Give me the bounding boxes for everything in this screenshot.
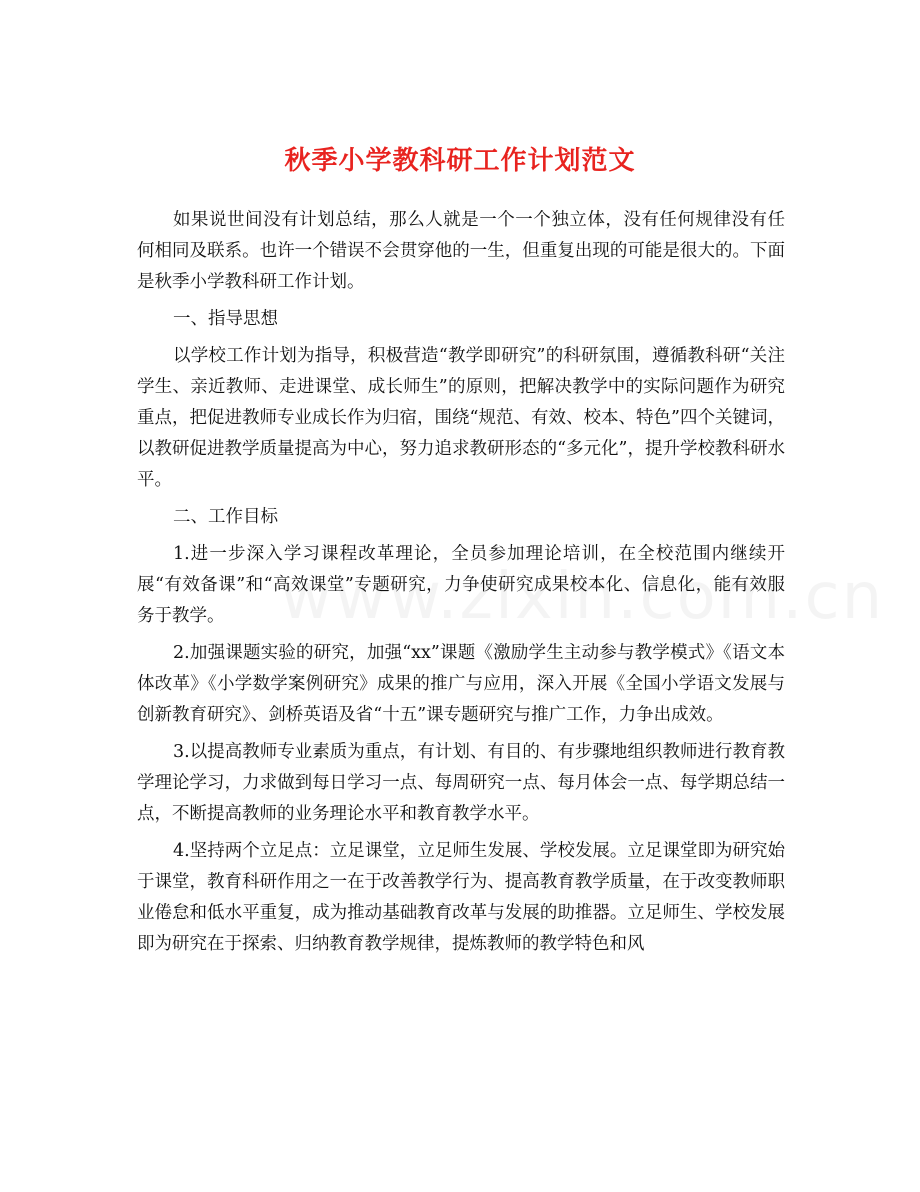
section-heading-work-goals: 二、工作目标	[173, 507, 278, 527]
goal-item-1: 1.进一步深入学习课程改革理论，全员参加理论培训，在全校范围内继续开展“有效备课”和“高效课堂”专题研究，力争使研究成果校本化、信息化，能有效服务于教学。	[137, 544, 785, 626]
document-title: 秋季小学教科研工作计划范文	[284, 146, 636, 177]
goal-item-2: 2.加强课题实验的研究，加强“xx”课题《激励学生主动参与教学模式》《语文本体改革》《小学数学案例研究》成果的推广与应用，深入开展《全国小学语文发展与创新教育研究》、剑桥英语及省“十五”课专题研究与推广工作，力争出成效。	[137, 643, 785, 725]
goal-item-4: 4.坚持两个立足点：立足课堂，立足师生发展、学校发展。立足课堂即为研究始于课堂，教育科研作用之一在于改善教学行为、提高教育教学质量，在于改变教师职业倦怠和低水平重复，成为推动基础教育改革与发展的助推器。立足师生、学校发展即为研究在于探索、归纳教育教学规律，提炼教师的教学特色和风	[137, 841, 785, 954]
intro-paragraph: 如果说世间没有计划总结，那么人就是一个一个独立体，没有任何规律没有任何相同及联系。也许一个错误不会贯穿他的一生，但重复出现的可能是很大的。下面是秋季小学教科研工作计划。	[137, 210, 785, 292]
section-heading-guiding-ideology: 一、指导思想	[173, 309, 278, 329]
guiding-ideology-paragraph: 以学校工作计划为指导，积极营造“教学即研究”的科研氛围，遵循教科研“关注学生、亲近教师、走进课堂、成长师生”的原则，把解决教学中的实际问题作为研究重点，把促进教师专业成长作为归宿，围绕“规范、有效、校本、特色”四个关键词，以教研促进教学质量提高为中心，努力追求教研形态的“多元化”，提升学校教科研水平。	[137, 346, 785, 490]
goal-item-3: 3.以提高教师专业素质为重点，有计划、有目的、有步骤地组织教师进行教育教学理论学习，力求做到每日学习一点、每周研究一点、每月体会一点、每学期总结一点，不断提高教师的业务理论水平和教育教学水平。	[137, 742, 785, 824]
document-body	[137, 205, 785, 966]
